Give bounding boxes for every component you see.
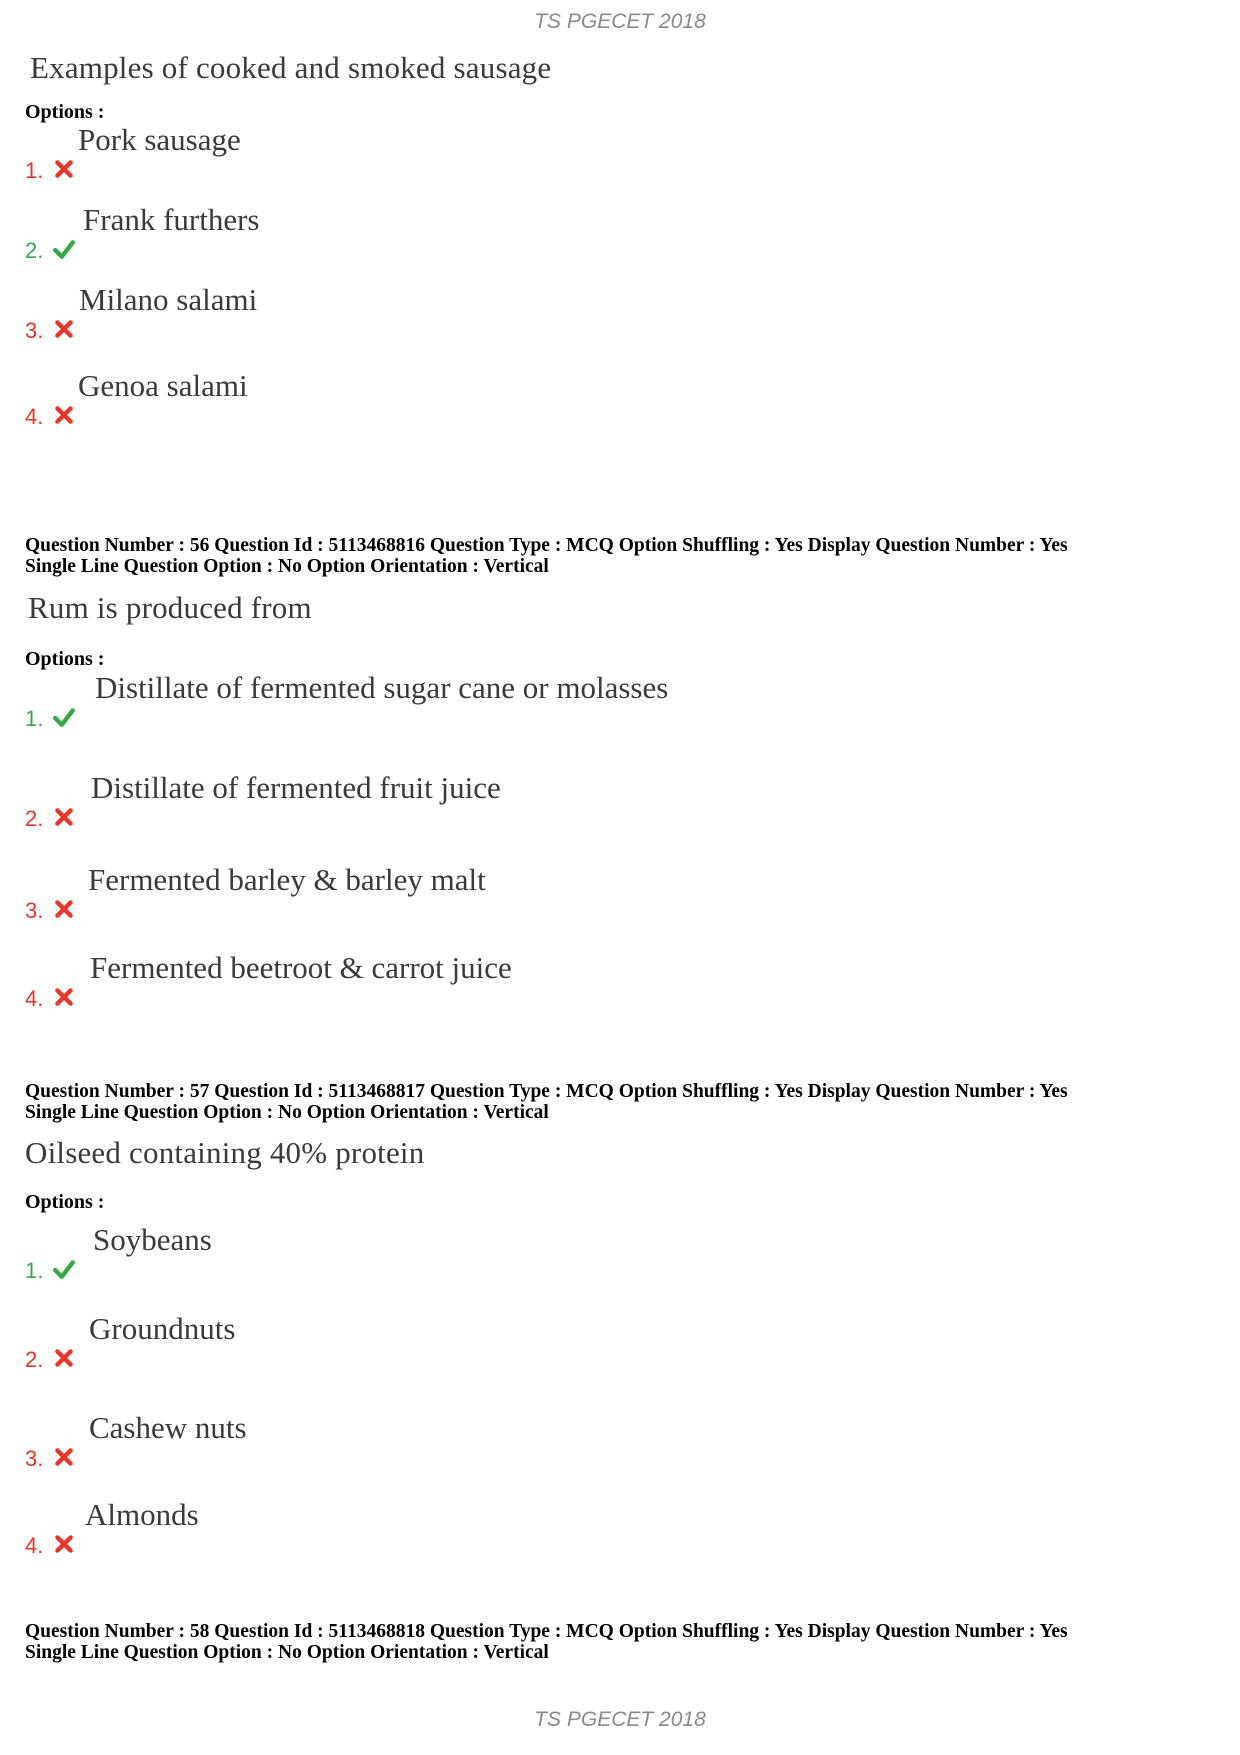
option-number: 3.: [25, 1446, 44, 1471]
option-text: Distillate of fermented sugar cane or molasses: [95, 670, 669, 705]
option-number: 2.: [25, 806, 44, 831]
question-text: Rum is produced from: [28, 590, 312, 625]
option-number: 1.: [25, 706, 44, 731]
option-item: [25, 670, 925, 730]
cross-icon: [53, 1533, 75, 1555]
option-text: Almonds: [85, 1497, 199, 1532]
option-text: Pork sausage: [78, 122, 241, 157]
question-meta-line: Question Number : 56 Question Id : 5113468816 Question Type : MCQ Option Shuffling : Yes Display Question Number : Yes: [25, 535, 1068, 556]
option-text: Genoa salami: [78, 368, 248, 403]
question-meta: [25, 1621, 1068, 1663]
option-number: 3.: [25, 318, 44, 343]
option-item: [25, 950, 925, 1010]
cross-icon: [53, 1347, 75, 1369]
cross-icon: [53, 404, 75, 426]
option-number: 2.: [25, 238, 44, 263]
option-text: Cashew nuts: [89, 1410, 247, 1445]
options-label: Options :: [25, 648, 105, 670]
cross-icon: [53, 158, 75, 180]
options-label: Options :: [25, 101, 105, 123]
checkmark-icon: [53, 1258, 75, 1280]
cross-icon: [53, 806, 75, 828]
option-item: [25, 1311, 925, 1371]
option-text: Fermented beetroot & carrot juice: [90, 950, 512, 985]
option-number: 3.: [25, 898, 44, 923]
cross-icon: [53, 1446, 75, 1468]
question-meta-line: Single Line Question Option : No Option Orientation : Vertical: [25, 1102, 549, 1123]
option-text: Groundnuts: [89, 1311, 236, 1346]
question-text: Examples of cooked and smoked sausage: [30, 50, 552, 85]
option-text: Frank furthers: [83, 202, 260, 237]
option-number: 1.: [25, 1258, 44, 1283]
page-footer: TS PGECET 2018: [534, 1708, 706, 1731]
option-number: 4.: [25, 1533, 44, 1558]
option-item: [25, 862, 925, 922]
option-item: [25, 770, 925, 830]
question-meta-line: Single Line Question Option : No Option Orientation : Vertical: [25, 1642, 549, 1663]
option-number: 4.: [25, 404, 44, 429]
question-meta-line: Question Number : 57 Question Id : 5113468817 Question Type : MCQ Option Shuffling : Yes Display Question Number : Yes: [25, 1081, 1068, 1102]
option-number: 4.: [25, 986, 44, 1011]
options-label: Options :: [25, 1191, 105, 1213]
option-item: [25, 1497, 925, 1557]
option-text: Milano salami: [79, 282, 258, 317]
option-item: [25, 1222, 925, 1282]
question-meta-line: Question Number : 58 Question Id : 5113468818 Question Type : MCQ Option Shuffling : Yes Display Question Number : Yes: [25, 1621, 1068, 1642]
cross-icon: [53, 318, 75, 340]
question-text: Oilseed containing 40% protein: [25, 1135, 425, 1170]
option-item: [25, 122, 925, 182]
cross-icon: [53, 898, 75, 920]
page-header: TS PGECET 2018: [534, 10, 706, 33]
question-meta: [25, 1081, 1068, 1123]
checkmark-icon: [53, 238, 75, 260]
option-text: Soybeans: [93, 1222, 212, 1257]
option-item: [25, 368, 925, 428]
option-number: 1.: [25, 158, 44, 183]
cross-icon: [53, 986, 75, 1008]
option-item: [25, 282, 925, 342]
question-meta: [25, 535, 1068, 577]
option-text: Distillate of fermented fruit juice: [91, 770, 501, 805]
option-number: 2.: [25, 1347, 44, 1372]
option-text: Fermented barley & barley malt: [88, 862, 486, 897]
question-meta-line: Single Line Question Option : No Option Orientation : Vertical: [25, 556, 549, 577]
checkmark-icon: [53, 706, 75, 728]
option-item: [25, 1410, 925, 1470]
option-item: [25, 202, 925, 262]
